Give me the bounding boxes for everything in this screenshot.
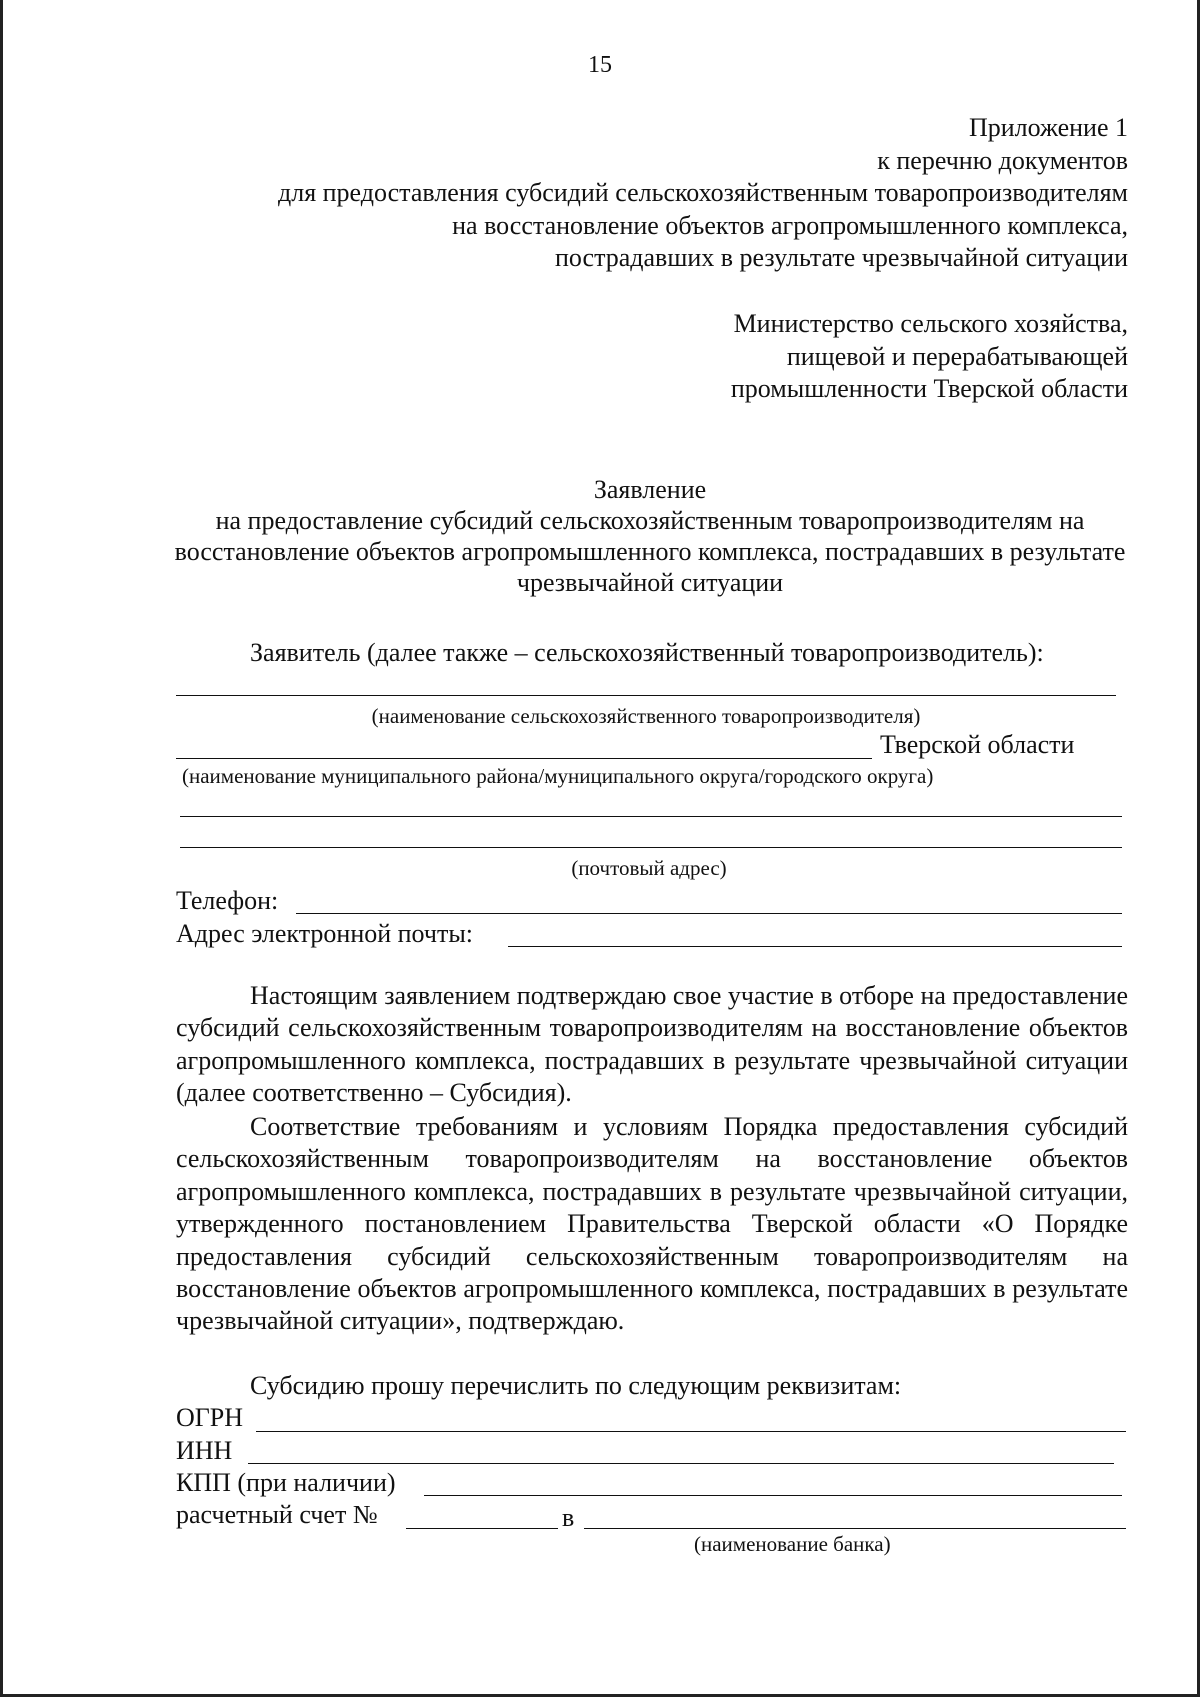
paragraph-requisites-intro: Субсидию прошу перечислить по следующим реквизитам: <box>250 1371 902 1400</box>
appendix-line-3: для предоставления субсидий сельскохозяйственным товаропроизводителям <box>277 178 1128 207</box>
form-title: Заявление <box>593 475 707 504</box>
recipient-line-3: промышленности Тверской области <box>730 374 1128 403</box>
account-number-field[interactable] <box>406 1528 558 1529</box>
bank-name-hint: (наименование банка) <box>694 1532 891 1556</box>
district-field[interactable] <box>176 758 872 759</box>
form-subtitle: на предоставление субсидий сельскохозяйственным товаропроизводителям на восстановление объектов агропромышленного комплекса, пострадавших в результате чрезвычайной ситуации <box>174 506 1126 597</box>
ogrn-label: ОГРН <box>176 1403 244 1432</box>
ogrn-field[interactable] <box>256 1431 1126 1432</box>
inn-label: ИНН <box>176 1436 233 1465</box>
phone-label: Телефон: <box>176 886 279 915</box>
appendix-line-4: на восстановление объектов агропромышленного комплекса, <box>452 210 1128 240</box>
page-number: 15 <box>588 52 612 78</box>
kpp-label: КПП (при наличии) <box>176 1468 396 1497</box>
paragraph-participation: Настоящим заявлением подтверждаю свое участие в отборе на предоставление субсидий сельскохозяйственным товаропроизводителям на восстановление объектов агропромышленного комплекса, пострадавших в результате чрезвычайной ситуации (далее соответственно – Субсидия). <box>176 981 1128 1108</box>
email-field[interactable] <box>508 946 1122 947</box>
account-label: расчетный счет № <box>176 1500 378 1529</box>
bank-name-field[interactable] <box>584 1528 1126 1529</box>
applicant-label: Заявитель (далее также – сельскохозяйственный товаропроизводитель): <box>250 638 1044 667</box>
in-bank-label: в <box>562 1503 575 1532</box>
postal-address-field-1[interactable] <box>180 816 1122 817</box>
appendix-line-1: Приложение 1 <box>968 113 1128 142</box>
kpp-field[interactable] <box>424 1495 1122 1496</box>
appendix-line-2: к перечню документов <box>877 145 1128 175</box>
paragraph-compliance: Соответствие требованиям и условиям Порядка предоставления субсидий сельскохозяйственным товаропроизводителям на восстановление объектов агропромышленного комплекса, пострадавших в результате чрезвычайной ситуации, утвержденного постановлением Правительства Тверской области «О Порядке предоставления субсидий сельскохозяйственным товаропроизводителям на восстановление объектов агропромышленного комплекса, пострадавших в результате чрезвычайной ситуации», подтверждаю. <box>176 1112 1128 1336</box>
producer-name-hint: (наименование сельскохозяйственного товаропроизводителя) <box>371 704 921 728</box>
district-hint: (наименование муниципального района/муниципального округа/городского округа) <box>182 764 934 788</box>
scan-edge-left <box>0 0 3 1697</box>
inn-field[interactable] <box>248 1463 1114 1464</box>
recipient-block <box>731 308 1128 406</box>
email-label: Адрес электронной почты: <box>176 919 474 948</box>
region-suffix: Тверской области <box>880 730 1075 759</box>
appendix-line-5: пострадавших в результате чрезвычайной ситуации <box>554 243 1128 272</box>
postal-address-hint: (почтовый адрес) <box>571 856 727 880</box>
postal-address-field-2[interactable] <box>180 847 1122 848</box>
producer-name-field[interactable] <box>176 695 1116 696</box>
appendix-header <box>278 112 1128 275</box>
phone-field[interactable] <box>296 913 1122 914</box>
recipient-line-1: Министерство сельского хозяйства, <box>733 309 1128 338</box>
recipient-line-2: пищевой и перерабатывающей <box>786 341 1128 371</box>
